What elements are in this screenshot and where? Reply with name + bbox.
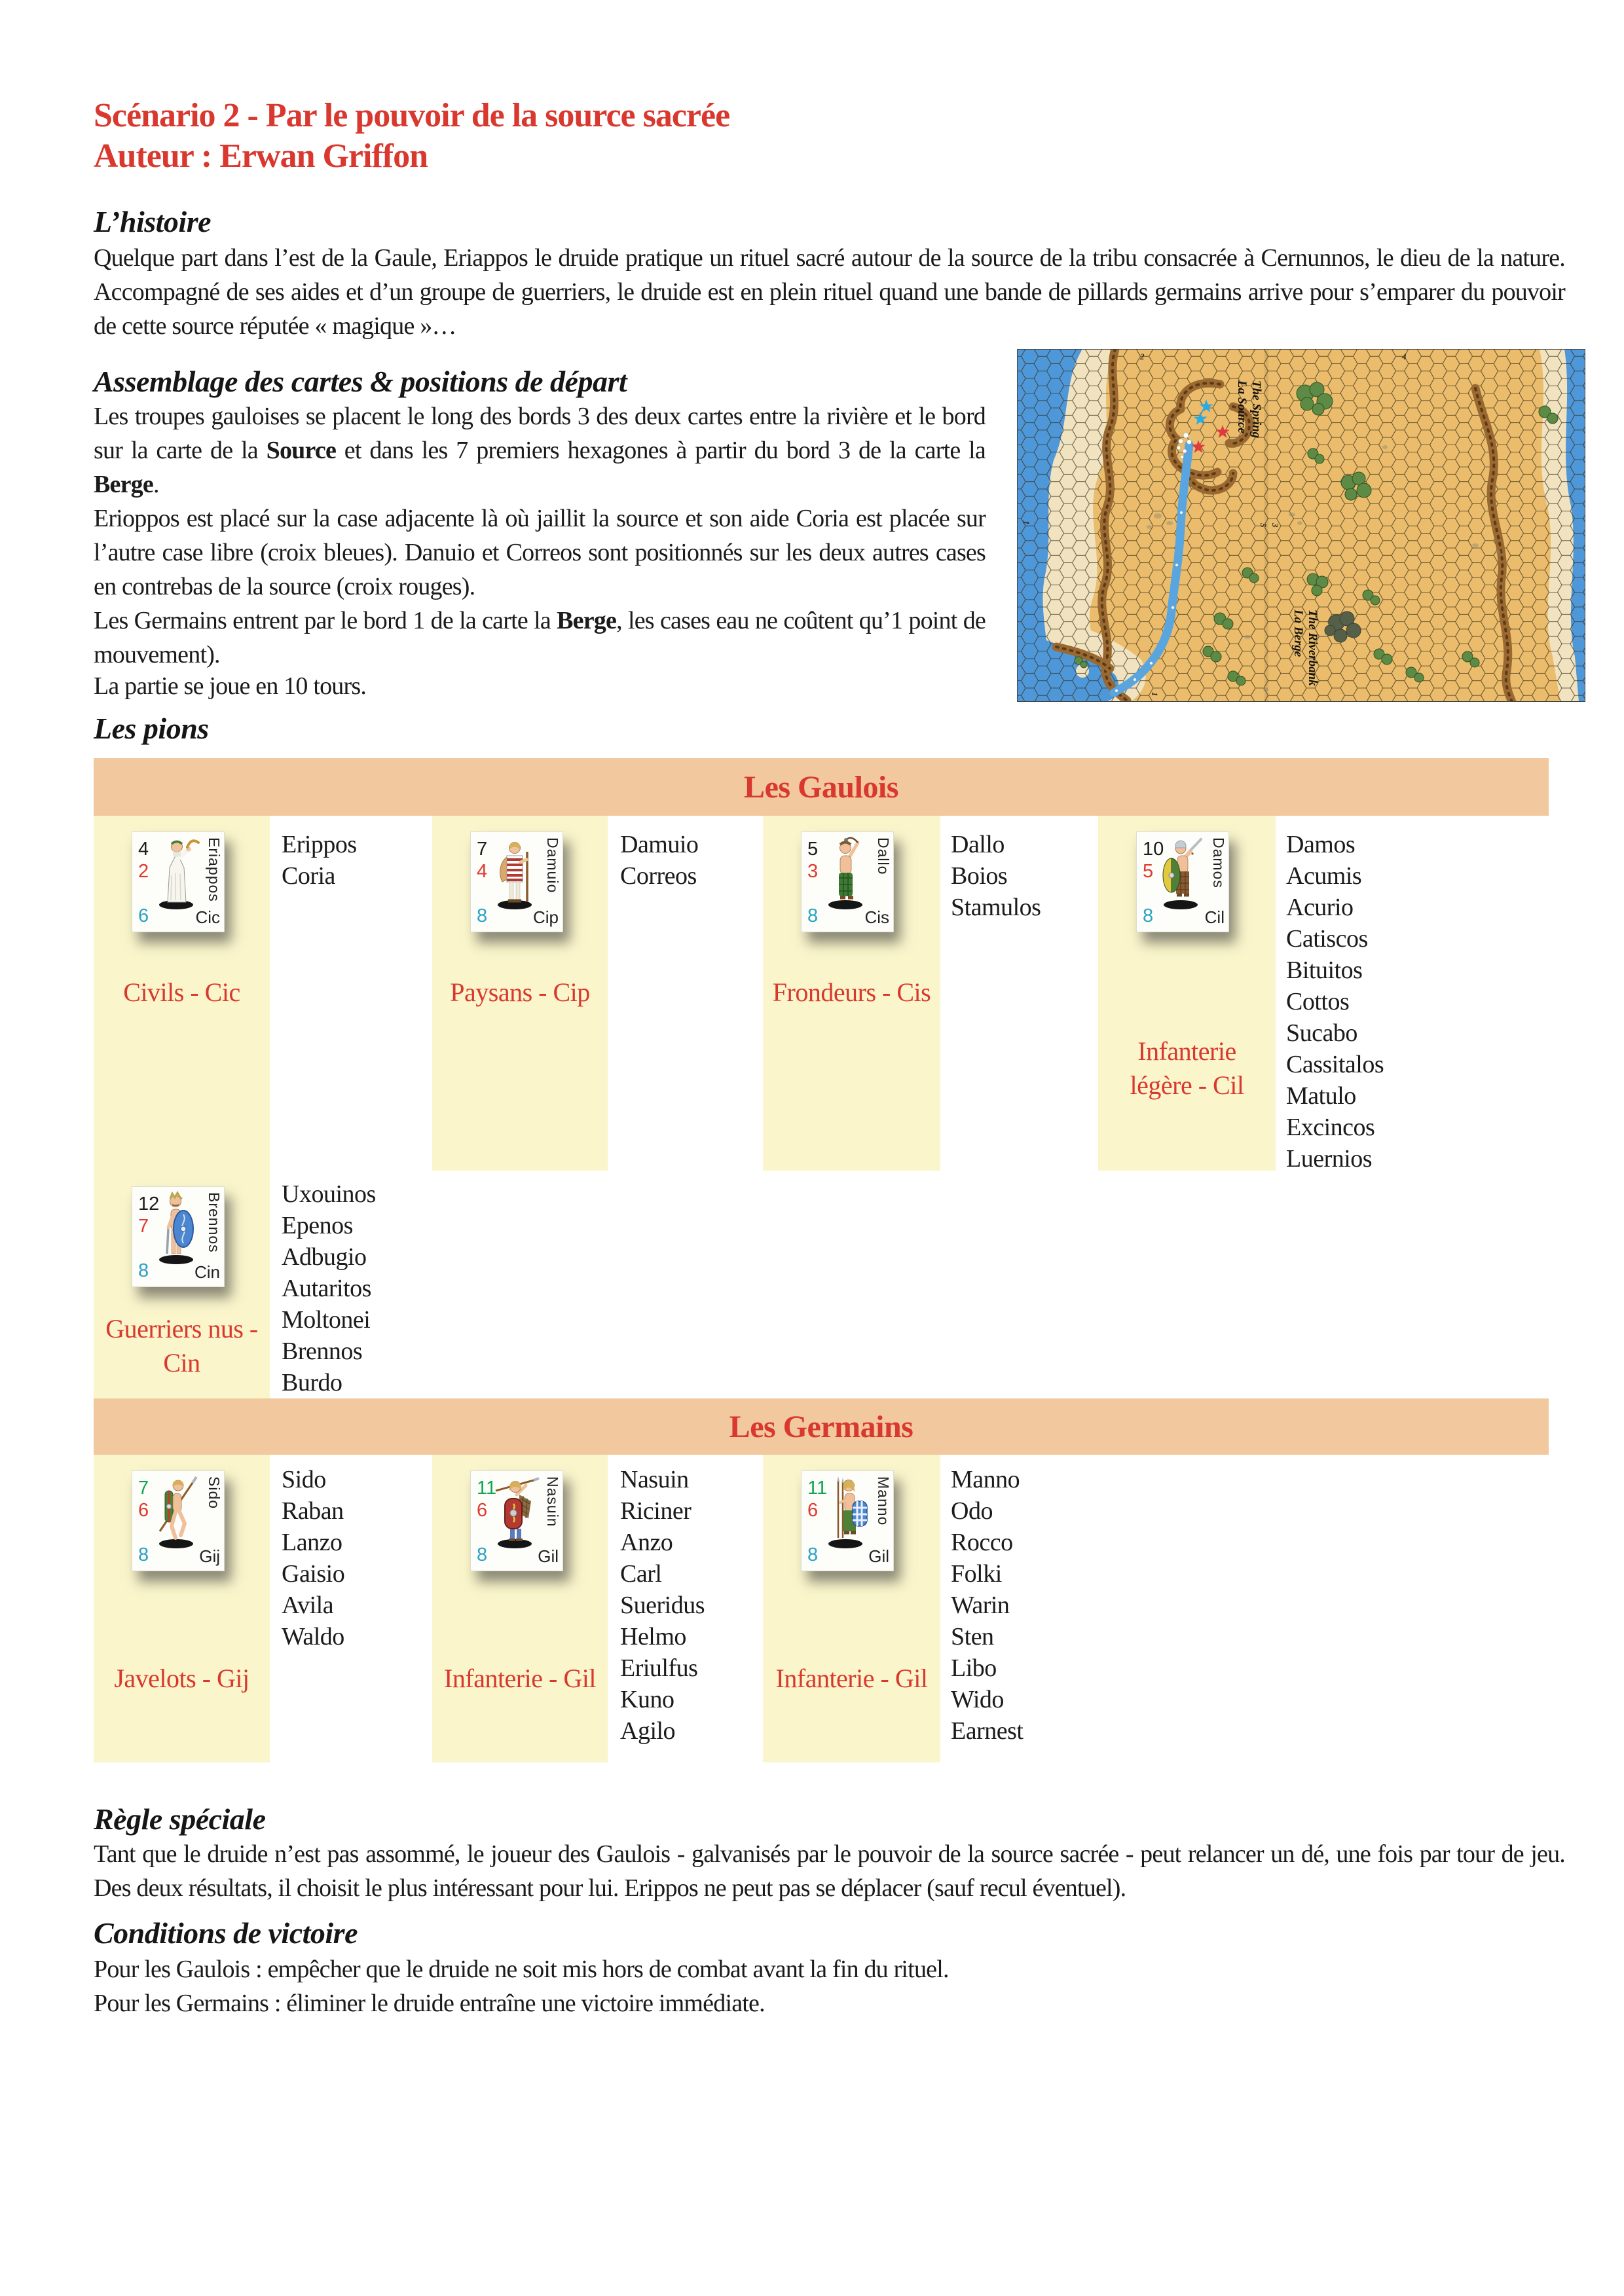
victoire-line-gaulois: Pour les Gaulois : empêcher que le druide ne soit mis hors de combat avant la fin du rituel. [94, 1956, 949, 1983]
pions-heading: Les pions [94, 712, 209, 745]
unit-name: Damuio [620, 831, 699, 858]
assemblage-paragraph-1: Les troupes gauloises se placent le long des bords 3 des deux cartes entre la rivière et le bord sur la carte de la Source et dans les 7 premiers hexagones à partir du bord 3 de la carte la Berge. [94, 403, 986, 498]
gaulois-band-label: Les Gaulois [744, 769, 898, 805]
stat-top: 4 [138, 839, 149, 860]
unit-name: Stamulos [951, 894, 1041, 921]
stat-mid: 7 [138, 1216, 149, 1237]
assemblage-paragraph-3: Les Germains entrent par le bord 1 de la carte la Berge, les cases eau ne coûtent qu’1 point de mouvement). [94, 607, 986, 668]
stat-top: 7 [477, 839, 488, 860]
unit-name-list [1286, 829, 1443, 1175]
stat-top: 7 [138, 1478, 149, 1499]
druid-figure [149, 836, 203, 912]
counter-damos [1136, 831, 1229, 932]
unit-name: Luernios [1286, 1145, 1373, 1173]
map-edge-number: 2 [1140, 352, 1145, 361]
unit-name-list [951, 1464, 1095, 1747]
victoire-heading: Conditions de victoire [94, 1916, 358, 1950]
counter-name-vertical: Damos [1210, 837, 1227, 888]
unit-label-infanterie-legere: Infanterie légère - Cil [1130, 1036, 1244, 1100]
unit-label-guerriers-nus: Guerriers nus - Cin [105, 1314, 258, 1377]
map-label-the-riverbank: The Riverbank [1306, 610, 1320, 686]
unit-name-list [282, 1464, 426, 1652]
unit-name: Lanzo [282, 1529, 342, 1556]
counter-name-vertical: Sido [206, 1476, 223, 1510]
unit-name-list [951, 829, 1095, 923]
counter-name-vertical: Nasuin [544, 1476, 561, 1527]
stat-top: 11 [477, 1478, 497, 1499]
germains-band-label: Les Germains [729, 1409, 913, 1444]
stat-top: 11 [807, 1478, 828, 1499]
stat-mid: 5 [1143, 861, 1154, 882]
counter-name-vertical: Brennos [206, 1192, 223, 1253]
stat-top: 5 [807, 839, 819, 860]
unit-name: Agilo [620, 1717, 676, 1745]
unit-name: Gaisio [282, 1560, 345, 1588]
scenario-author: Auteur : Erwan Griffon [94, 137, 428, 175]
counter-code: Gij [199, 1546, 220, 1566]
unit-name: Eriulfus [620, 1654, 698, 1682]
germains-band [94, 1398, 1549, 1455]
unit-name: Waldo [282, 1623, 344, 1650]
counter-code: Cin [194, 1262, 220, 1282]
stat-bot: 6 [138, 905, 149, 926]
unit-name: Erippos [282, 831, 357, 858]
unit-name: Odo [951, 1497, 993, 1525]
counter-nasuin [470, 1470, 563, 1571]
unit-name: Carl [620, 1560, 662, 1588]
counter-dallo [801, 831, 894, 932]
unit-name: Raban [282, 1497, 344, 1525]
unit-name: Sido [282, 1466, 326, 1493]
unit-name: Damos [1286, 831, 1356, 858]
counter-name-vertical: Damuio [544, 837, 561, 894]
unit-name: Warin [951, 1592, 1010, 1619]
assemblage-heading: Assemblage des cartes & positions de départ [94, 365, 627, 398]
counter-sido [132, 1470, 225, 1571]
stat-bot: 8 [807, 1544, 819, 1565]
unit-name: Brennos [282, 1338, 363, 1365]
unit-name: Libo [951, 1654, 997, 1682]
unit-name: Helmo [620, 1623, 686, 1650]
unit-name: Coria [282, 862, 335, 890]
stat-bot: 8 [1143, 905, 1154, 926]
unit-name: Uxouinos [282, 1180, 376, 1208]
unit-name: Catiscos [1286, 925, 1368, 953]
unit-name: Excincos [1286, 1114, 1375, 1141]
german-spearman-figure [819, 1475, 872, 1551]
unit-label-paysans: Paysans - Cip [450, 977, 590, 1007]
unit-name: Matulo [1286, 1082, 1356, 1110]
gaulois-band [94, 758, 1549, 816]
map-edge-number: 4 [1402, 352, 1407, 361]
stat-top: 10 [1143, 839, 1164, 860]
unit-name: Sten [951, 1623, 994, 1650]
unit-name: Rocco [951, 1529, 1013, 1556]
map-edge-number: 1 [1022, 520, 1031, 525]
map-edge-number: 3 [1270, 523, 1280, 528]
stat-mid: 4 [477, 861, 488, 882]
counter-name-vertical: Manno [875, 1476, 892, 1526]
counter-manno [801, 1470, 894, 1571]
unit-name: Bituitos [1286, 957, 1363, 984]
regle-heading: Règle spéciale [94, 1802, 266, 1836]
histoire-heading: L’histoire [94, 205, 212, 238]
unit-name: Earnest [951, 1717, 1024, 1745]
unit-name: Kuno [620, 1686, 674, 1713]
duration-note: La partie se joue en 10 tours. [94, 672, 367, 700]
unit-name-list [620, 829, 764, 892]
map-label-la-berge: La Berge [1291, 610, 1305, 657]
counter-code: Gil [538, 1546, 559, 1566]
map-edge-number: 5 [1259, 523, 1268, 528]
unit-name: Dallo [951, 831, 1005, 858]
histoire-paragraph: Quelque part dans l’est de la Gaule, Eriappos le druide pratique un rituel sacré autour de la source de la tribu consacrée à Cernunnos, le dieu de la nature. Accompagné de ses aides et d’un groupe de guerriers, le druide est en plein rituel quand une bande de pillards germains arrive pour s’emparer du pouvoir de cette source réputée « magique »… [94, 244, 1565, 340]
unit-name: Folki [951, 1560, 1002, 1588]
unit-name: Nasuin [620, 1466, 689, 1493]
map-label-la-source: La Source [1235, 380, 1249, 433]
unit-name-list [620, 1464, 764, 1747]
unit-name-list [282, 829, 426, 892]
counter-brennos [132, 1186, 225, 1287]
unit-name: Avila [282, 1592, 334, 1619]
stat-mid: 6 [807, 1500, 819, 1521]
stat-mid: 3 [807, 861, 819, 882]
counter-eriappos [132, 831, 225, 932]
unit-name: Anzo [620, 1529, 673, 1556]
stat-top: 12 [138, 1194, 160, 1214]
counter-code: Cis [864, 907, 889, 927]
unit-name: Autaritos [282, 1275, 371, 1302]
assemblage-paragraph-2: Erioppos est placé sur la case adjacente là où jaillit la source et son aide Coria est placée sur l’autre case libre (croix bleues). Danuio et Correos sont positionnés sur les deux autres cases en contrebas de la source (croix rouges). [94, 505, 986, 600]
unit-name: Acurio [1286, 894, 1354, 921]
map-edge-number: 1 [1150, 692, 1160, 697]
unit-name: Riciner [620, 1497, 692, 1525]
unit-name: Sueridus [620, 1592, 705, 1619]
unit-name: Boios [951, 862, 1008, 890]
stat-bot: 8 [477, 1544, 488, 1565]
unit-name: Cassitalos [1286, 1051, 1384, 1078]
naked-warrior-figure [149, 1191, 203, 1267]
stat-bot: 8 [807, 905, 819, 926]
counter-damuio [470, 831, 563, 932]
stat-bot: 8 [138, 1260, 149, 1281]
counter-code: Cil [1204, 907, 1225, 927]
regle-paragraph: Tant que le druide n’est pas assommé, le joueur des Gaulois - galvanisés par le pouvoir de la source sacrée - peut relancer un dé, une fois par tour de jeu. Des deux résultats, il choisit le plus intéressant pour lui. Erippos ne peut pas se déplacer (sauf recul éventuel). [94, 1840, 1565, 1902]
unit-name: Adbugio [282, 1243, 367, 1271]
stat-bot: 8 [138, 1544, 149, 1565]
page-title [94, 96, 1534, 177]
unit-name: Sucabo [1286, 1019, 1357, 1047]
unit-name: Acumis [1286, 862, 1362, 890]
unit-name: Burdo [282, 1369, 342, 1396]
light-infantry-figure [1154, 836, 1208, 912]
counter-code: Cic [195, 907, 220, 927]
scenario-title: Scénario 2 - Par le pouvoir de la source sacrée [94, 97, 730, 134]
peasant-figure [488, 836, 542, 912]
stat-mid: 6 [138, 1500, 149, 1521]
counter-code: Gil [868, 1546, 889, 1566]
stat-bot: 8 [477, 905, 488, 926]
map-label-the-spring: The Spring [1249, 380, 1263, 439]
javelin-figure [149, 1475, 203, 1551]
unit-name: Cottos [1286, 988, 1350, 1015]
unit-label-infanterie-gil-1: Infanterie - Gil [444, 1664, 596, 1693]
unit-name: Correos [620, 862, 697, 890]
unit-label-frondeurs: Frondeurs - Cis [772, 977, 931, 1007]
counter-code: Cip [532, 907, 559, 927]
slinger-figure [819, 836, 872, 912]
scenario-map-image [1017, 349, 1585, 702]
counter-name-vertical: Eriappos [206, 837, 223, 902]
unit-label-infanterie-gil-2: Infanterie - Gil [775, 1664, 928, 1693]
unit-name: Wido [951, 1686, 1004, 1713]
unit-name-list [282, 1178, 439, 1398]
german-infantry-figure [488, 1475, 542, 1551]
unit-name: Moltonei [282, 1306, 371, 1334]
victoire-line-germains: Pour les Germains : éliminer le druide entraîne une victoire immédiate. [94, 1990, 765, 2017]
unit-name: Epenos [282, 1212, 353, 1239]
unit-label-javelots: Javelots - Gij [114, 1664, 249, 1693]
counter-name-vertical: Dallo [875, 837, 892, 875]
unit-label-civils: Civils - Cic [123, 977, 240, 1007]
stat-mid: 6 [477, 1500, 488, 1521]
unit-name: Manno [951, 1466, 1020, 1493]
stat-mid: 2 [138, 861, 149, 882]
